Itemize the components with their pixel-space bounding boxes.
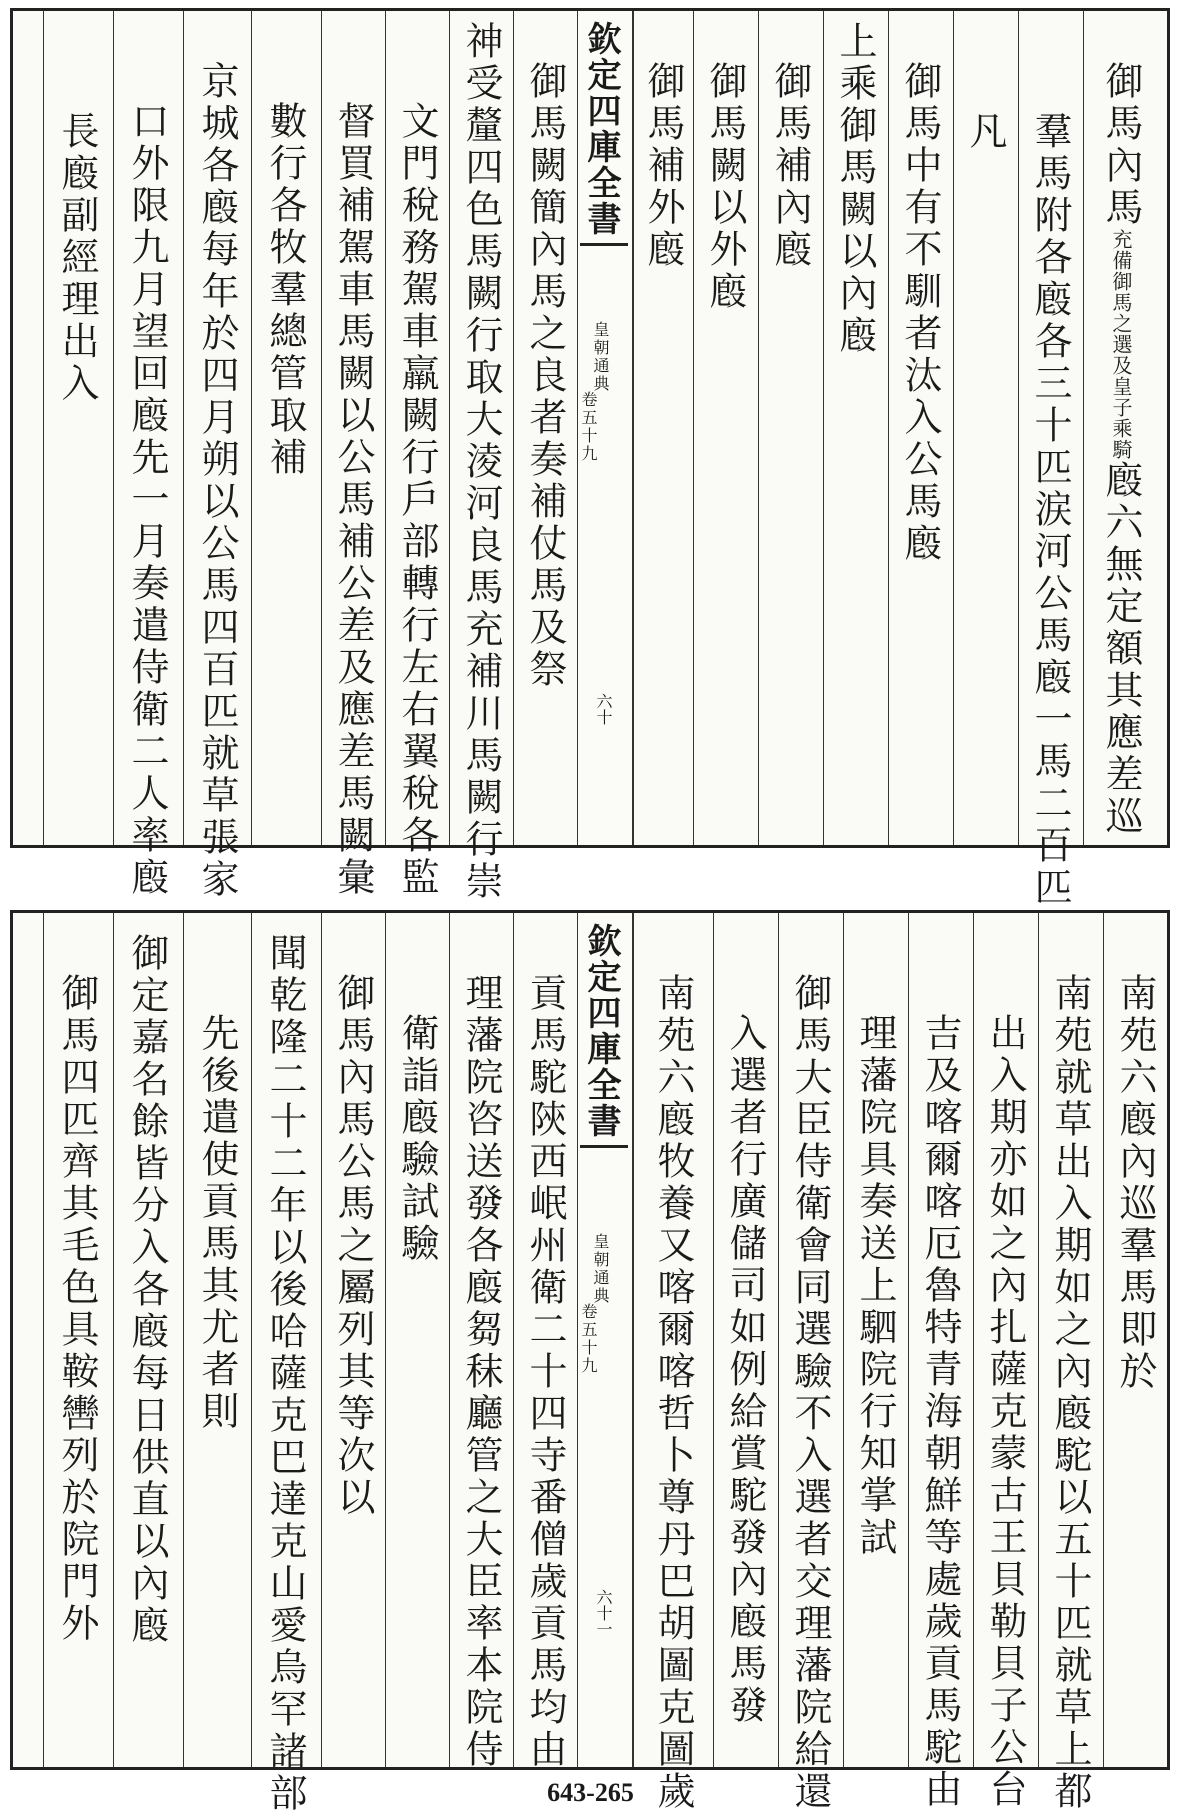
book-title: 欽定四庫全書 — [581, 21, 621, 237]
volume-label: 卷五十九 — [579, 391, 598, 463]
column — [183, 11, 251, 901]
column-text: 聞乾隆二十二年以後哈薩克巴達克山愛烏罕諸部 — [263, 933, 307, 1815]
volume-label: 卷五十九 — [579, 1303, 598, 1375]
column — [713, 913, 778, 1767]
column — [1038, 913, 1103, 1813]
annotation: 充備 — [1109, 229, 1133, 271]
column-text: 御定嘉名餘皆分入各廏每日供直以內廏 — [125, 933, 169, 1647]
column — [449, 913, 513, 1771]
column-text: 南苑就草出入期如之內廏駝以五十匹就草上都 — [1048, 973, 1092, 1813]
column — [43, 11, 113, 845]
column — [1018, 11, 1083, 909]
column-text: 理藩院具奏送上駟院行知掌試 — [853, 1013, 897, 1559]
column — [778, 913, 843, 1813]
column-text: 御馬中有不馴者汰入公馬廏 — [898, 61, 942, 565]
column — [513, 11, 577, 845]
column — [1083, 11, 1167, 845]
column — [908, 913, 973, 1811]
column-text: 上乘御馬闕以內廏 — [833, 21, 877, 357]
column — [843, 913, 908, 1767]
column-text: 貢馬駝陝西岷州衛二十四寺番僧歲貢馬均由 — [523, 973, 567, 1771]
column — [183, 913, 251, 1767]
column-text: 羣馬附各廏各三十匹涙河公馬廏一馬二百匹 — [1028, 111, 1072, 909]
column-text: 神受釐四色馬闕行取大淩河良馬充補川馬闕行崇 — [459, 21, 503, 903]
column — [43, 913, 113, 1767]
column — [973, 913, 1038, 1811]
column — [823, 11, 888, 845]
column — [633, 913, 713, 1813]
column-text: 吉及喀爾喀厄魯特青海朝鮮等處歲貢馬駝由 — [918, 1013, 962, 1811]
column-text: 御馬大臣侍衛會同選驗不入選者交理藩院給還 — [788, 973, 832, 1813]
column — [251, 913, 321, 1815]
book-title: 欽定四庫全書 — [581, 923, 621, 1139]
column-text: 京城各廏每年於四月朔以公馬四百匹就草張家 — [195, 61, 239, 901]
book-subtitle: 皇朝通典 — [591, 1233, 610, 1305]
column-text: 南苑六廏內巡羣馬即於 — [1113, 973, 1157, 1393]
column-text: 南苑六廏牧養又喀爾喀哲卜尊丹巴胡圖克圖歲 — [651, 973, 695, 1813]
column-text: 口外限九月望回廏先一月奏遣侍衛二人率廏 — [125, 101, 169, 899]
column-text: 御馬內馬充備御馬之選及皇子乘騎廏六無定額其應差巡 — [1099, 61, 1143, 838]
fishtail-mark — [580, 1145, 628, 1188]
column-text: 御馬四匹齊其毛色具鞍轡列於院門外 — [55, 973, 99, 1645]
column — [385, 913, 449, 1767]
top-book-page — [10, 8, 1170, 909]
column — [513, 913, 577, 1771]
column-text: 出入期亦如之內扎薩克蒙古王貝勒貝子公台 — [983, 1013, 1027, 1811]
column-text: 數行各牧羣總管取補 — [263, 101, 307, 479]
page-reference-number: 643-265 — [547, 1778, 634, 1807]
center-fold-strip — [577, 913, 633, 1767]
page-number: 六十 — [594, 693, 613, 725]
column-text: 督買補駕車馬闕以公馬補公差及應差馬闕彙 — [331, 101, 375, 899]
column-text: 文門稅務駕車羸闕行戶部轉行左右翼稅各監 — [395, 101, 439, 899]
annotation: 御馬之選及皇子乘騎 — [1109, 271, 1133, 460]
column-text: 御馬內馬公馬之屬列其等次以 — [331, 973, 375, 1519]
column — [449, 11, 513, 903]
column — [385, 11, 449, 899]
column-text: 先後遣使貢馬其尤者則 — [195, 1013, 239, 1433]
column — [113, 913, 183, 1767]
column-text: 理藩院咨送發各廏芻秣廳管之大臣率本院侍 — [459, 973, 503, 1771]
column-text: 入選者行廣儲司如例給賞駝發內廏馬發 — [723, 1013, 767, 1727]
column — [113, 11, 183, 899]
column-text: 御馬補內廏 — [768, 61, 812, 271]
column-text: 長廏副經理出入 — [55, 111, 99, 405]
page-number: 六十一 — [594, 1589, 613, 1637]
book-subtitle: 皇朝通典 — [591, 321, 610, 393]
column — [888, 11, 953, 845]
column-text: 御馬闕以外廏 — [703, 61, 747, 313]
column-text: 衛詣廏驗試驗 — [395, 1013, 439, 1265]
column — [321, 913, 385, 1767]
column — [693, 11, 758, 845]
column — [321, 11, 385, 899]
column — [251, 11, 321, 845]
column-text: 凡 — [963, 111, 1007, 153]
column-text: 御馬補外廏 — [641, 61, 685, 271]
center-fold-strip — [577, 11, 633, 845]
column-text: 御馬闕簡內馬之良者奏補仗馬及祭 — [523, 61, 567, 691]
column — [633, 11, 693, 845]
column — [1103, 913, 1167, 1767]
fishtail-mark — [580, 243, 628, 286]
column — [953, 11, 1018, 845]
column — [758, 11, 823, 845]
